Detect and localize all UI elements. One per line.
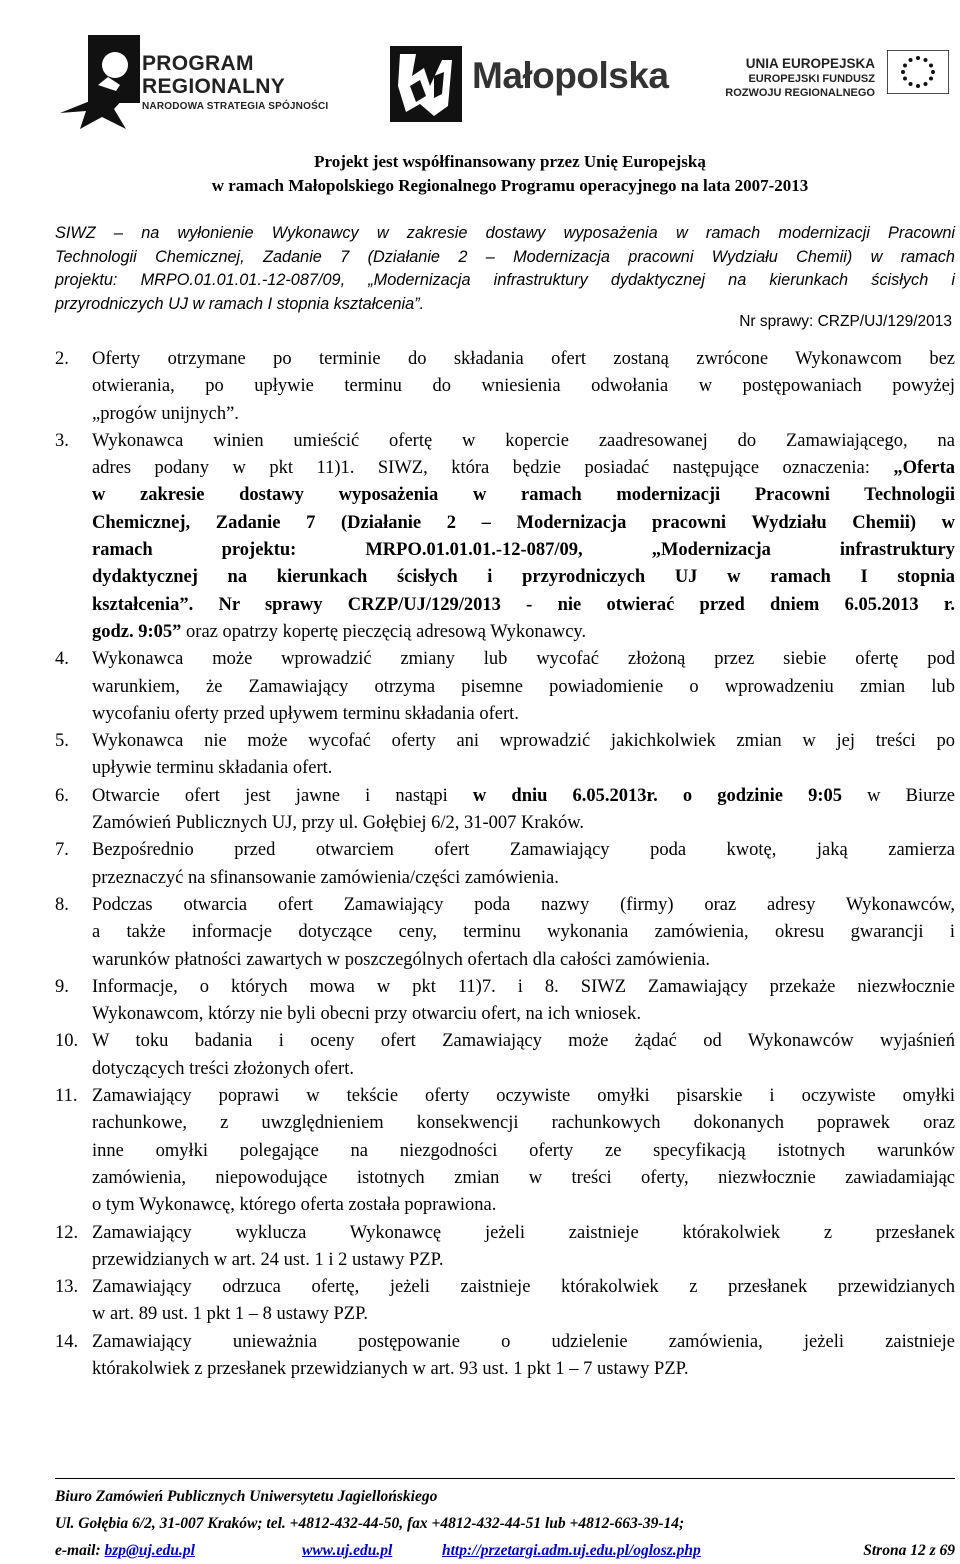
eu-flag-icon — [887, 50, 949, 94]
text-line: Bezpośrednio przed otwarciem ofert Zamawiający poda kwotę, jaką zamierza — [92, 840, 955, 861]
bold-segment: w dniu 6.05.2013r. o godzinie 9:05 — [472, 785, 843, 806]
bold-segment: dydaktycznej na kierunkach ścisłych i przyrodniczych UJ w ramach I stopnia — [92, 567, 955, 588]
logo-line: EUROPEJSKI FUNDUSZ — [748, 73, 875, 85]
list-item — [55, 1329, 955, 1384]
text-segment: w Biurze — [842, 785, 955, 806]
siwz-line: projektu: MRPO.01.01.01.-12-087/09, „Modernizacja infrastruktury dydaktycznej na kierunkach ścisłych i — [55, 271, 955, 290]
text-line: warunków płatności zawartych w poszczególnych ofertach dla całości zamówienia. — [92, 949, 710, 970]
list-item — [55, 974, 955, 1029]
footer-email — [55, 1537, 195, 1564]
logo-line: PROGRAM — [142, 52, 254, 75]
siwz-line: SIWZ – na wyłonienie Wykonawcy w zakresie dostawy wyposażenia w ramach modernizacji Pracowni — [55, 224, 955, 242]
tender-link[interactable]: http://przetargi.adm.uj.edu.pl/oglosz.php — [442, 1542, 701, 1559]
item-number: 13. — [55, 1277, 79, 1298]
program-regionalny-logo — [60, 30, 360, 130]
logo-line: NARODOWA STRATEGIA SPÓJNOŚCI — [142, 101, 329, 112]
list-item — [55, 1083, 955, 1219]
list-item — [55, 1220, 955, 1275]
text-line: Wykonawca może wprowadzić zmiany lub wycofać złożoną przez siebie ofertę pod — [92, 649, 955, 670]
item-number: 14. — [55, 1331, 79, 1352]
text-line: Zamawiający odrzuca ofertę, jeżeli zaistnieje którakolwiek z przesłanek przewidzianych — [92, 1277, 955, 1298]
logo-line: UNIA EUROPEJSKA — [745, 56, 875, 71]
bold-segment: Chemicznej, Zadanie 7 (Działanie 2 – Modernizacja pracowni Wydziału Chemii) w — [92, 512, 955, 533]
footer-website — [302, 1537, 392, 1564]
bold-segment: ramach projektu: MRPO.01.01.01.-12-087/09, „Modernizacja infrastruktury — [92, 540, 955, 561]
list-item — [55, 346, 955, 428]
text-line: warunkiem, że Zamawiający otrzyma pisemne powiadomienie o wprowadzeniu zmian lub — [92, 676, 955, 697]
text-line: w art. 89 ust. 1 pkt 1 – 8 ustawy PZP. — [92, 1304, 368, 1325]
text-line — [92, 510, 955, 537]
text-line: Zamówień Publicznych UJ, przy ul. Gołębiej 6/2, 31-007 Kraków. — [92, 813, 585, 834]
text-line: Informacje, o których mowa w pkt 11)7. i 8. SIWZ Zamawiający przekaże niezwłocznie — [92, 976, 955, 997]
text-line: „progów unijnych”. — [92, 403, 239, 424]
text-segment: oraz opatrzy kopertę pieczęcią adresową Wykonawcy. — [186, 621, 587, 642]
cofinancing-subheading: w ramach Małopolskiego Regionalnego Programu operacyjnego na lata 2007-2013 — [211, 176, 809, 195]
text-line: dotyczących treści złożonych ofert. — [92, 1058, 354, 1079]
list-item — [55, 646, 955, 728]
bold-segment: w zakresie dostawy wyposażenia w ramach modernizacji Pracowni Technologii — [92, 485, 955, 506]
text-line: upływie terminu składania ofert. — [92, 758, 333, 779]
bold-segment: godz. 9:05” — [92, 621, 182, 642]
item-number: 2. — [55, 349, 69, 369]
text-line — [92, 783, 955, 810]
list-item — [55, 783, 955, 838]
item-number: 12. — [55, 1222, 79, 1243]
text-line — [92, 619, 955, 646]
text-line: przeznaczyć na sfinansowanie zamówienia/części zamówienia. — [92, 867, 559, 888]
list-item — [55, 892, 955, 974]
text-line — [92, 592, 955, 619]
malopolska-emblem-icon — [390, 46, 462, 122]
bold-segment: kształcenia”. Nr sprawy CRZP/UJ/129/2013 - nie otwierać przed dniem 6.05.2013 r. — [92, 594, 955, 615]
text-line: o tym Wykonawcę, którego oferta została poprawiona. — [92, 1195, 497, 1216]
item-number: 7. — [55, 840, 69, 861]
case-number: Nr sprawy: CRZP/UJ/129/2013 — [739, 313, 952, 330]
text-line: Wykonawca nie może wycofać oferty ani wprowadzić jakichkolwiek zmian w jej treści po — [92, 731, 955, 752]
list-item — [55, 1028, 955, 1083]
text-line: Wykonawca winien umieścić ofertę w kopercie zaadresowanej do Zamawiającego, na — [92, 430, 955, 451]
logo-line: REGIONALNY — [142, 75, 286, 98]
program-regionalny-text — [142, 52, 328, 112]
text-line: Wykonawcom, którzy nie byli obecni przy otwarciu ofert, na ich wniosek. — [92, 1004, 642, 1025]
text-line: Zamawiający wyklucza Wykonawcę jeżeli zaistnieje którakolwiek z przesłanek — [92, 1222, 955, 1243]
item-number: 4. — [55, 649, 69, 670]
text-line: Zamawiający poprawi w tekście oferty oczywiste omyłki pisarskie i oczywiste omyłki — [92, 1086, 955, 1107]
text-line: rachunkowe, z uwzględnieniem konsekwencji rachunkowych dokonanych poprawek oraz — [92, 1113, 955, 1134]
text-line — [92, 455, 955, 482]
text-line — [92, 564, 955, 591]
page-number: Strona 12 z 69 — [863, 1542, 955, 1559]
bold-segment: „Oferta — [893, 458, 955, 479]
logo-bar — [60, 30, 930, 130]
text-line: wycofaniu oferty przed upływem terminu składania ofert. — [92, 703, 519, 724]
logo-line: ROZWOJU REGIONALNEGO — [725, 87, 875, 99]
cofinancing-heading: Projekt jest współfinansowany przez Unię Europejską — [314, 152, 706, 171]
malopolska-text: Małopolska — [472, 55, 669, 96]
text-line: Podczas otwarcia ofert Zamawiający poda nazwy (firmy) oraz adresy Wykonawców, — [92, 894, 955, 915]
item-number: 8. — [55, 894, 69, 915]
document-body — [55, 346, 955, 1383]
siwz-line: przyrodniczych UJ w ramach I stopnia kształcenia”. — [55, 295, 425, 314]
text-line: zamówienia, niepowodujące istotnych zmian w treści oferty, niezwłocznie zawiadamiając — [92, 1167, 955, 1188]
list-item — [55, 1274, 955, 1329]
text-segment: adres podany w pkt 11)1. SIWZ, która będzie posiadać następujące oznaczenia: — [92, 458, 894, 479]
footer-tender — [442, 1537, 701, 1564]
email-link[interactable]: bzp@uj.edu.pl — [104, 1542, 195, 1559]
list-item — [55, 837, 955, 892]
text-line — [92, 537, 955, 564]
footer-address: Ul. Gołębia 6/2, 31-007 Kraków; tel. +4812-432-44-50, fax +4812-432-44-51 lub +4812-663-39-14; — [55, 1515, 685, 1532]
siwz-header — [55, 222, 955, 317]
item-number: 10. — [55, 1031, 79, 1052]
text-line: W toku badania i oceny ofert Zamawiający może żądać od Wykonawców wyjaśnień — [92, 1031, 955, 1052]
website-link[interactable]: www.uj.edu.pl — [302, 1542, 393, 1559]
item-number: 3. — [55, 430, 69, 451]
footer-office-name: Biuro Zamówień Publicznych Uniwersytetu Jagiellońskiego — [55, 1488, 438, 1505]
footer-divider — [55, 1478, 955, 1479]
eu-text — [725, 56, 875, 100]
eu-logo — [715, 30, 960, 130]
malopolska-logo — [390, 30, 690, 130]
email-label: e-mail: — [55, 1542, 105, 1559]
text-segment: Otwarcie ofert jest jawne i nastąpi — [92, 785, 473, 806]
program-regionalny-star-icon — [60, 35, 140, 130]
text-line: Zamawiający unieważnia postępowanie o udzielenie zamówienia, jeżeli zaistnieje — [92, 1331, 955, 1352]
text-line: Oferty otrzymane po terminie do składania ofert zostaną zwrócone Wykonawcom bez — [92, 349, 955, 369]
item-number: 11. — [55, 1086, 78, 1107]
list-item — [55, 428, 955, 646]
text-line — [92, 482, 955, 509]
page-footer — [55, 1478, 955, 1559]
item-number: 9. — [55, 976, 69, 997]
text-line: a także informacje dotyczące ceny, terminu wykonania zamówienia, okresu gwarancji i — [92, 922, 955, 943]
list-item — [55, 728, 955, 783]
item-number: 5. — [55, 731, 69, 752]
text-line: którakolwiek z przesłanek przewidzianych w art. 93 ust. 1 pkt 1 – 7 ustawy PZP. — [92, 1358, 689, 1379]
item-number: 6. — [55, 785, 69, 806]
text-line: inne omyłki polegające na niezgodności oferty ze specyfikacją istotnych warunków — [92, 1140, 955, 1161]
text-line: otwierania, po upływie terminu do wniesienia odwołania w postępowaniach powyżej — [92, 376, 955, 397]
text-line: przewidzianych w art. 24 ust. 1 i 2 ustawy PZP. — [92, 1249, 444, 1270]
siwz-line: Technologii Chemicznej, Zadanie 7 (Działanie 2 – Modernizacja pracowni Wydziału Chemii) w ramach — [55, 247, 955, 266]
